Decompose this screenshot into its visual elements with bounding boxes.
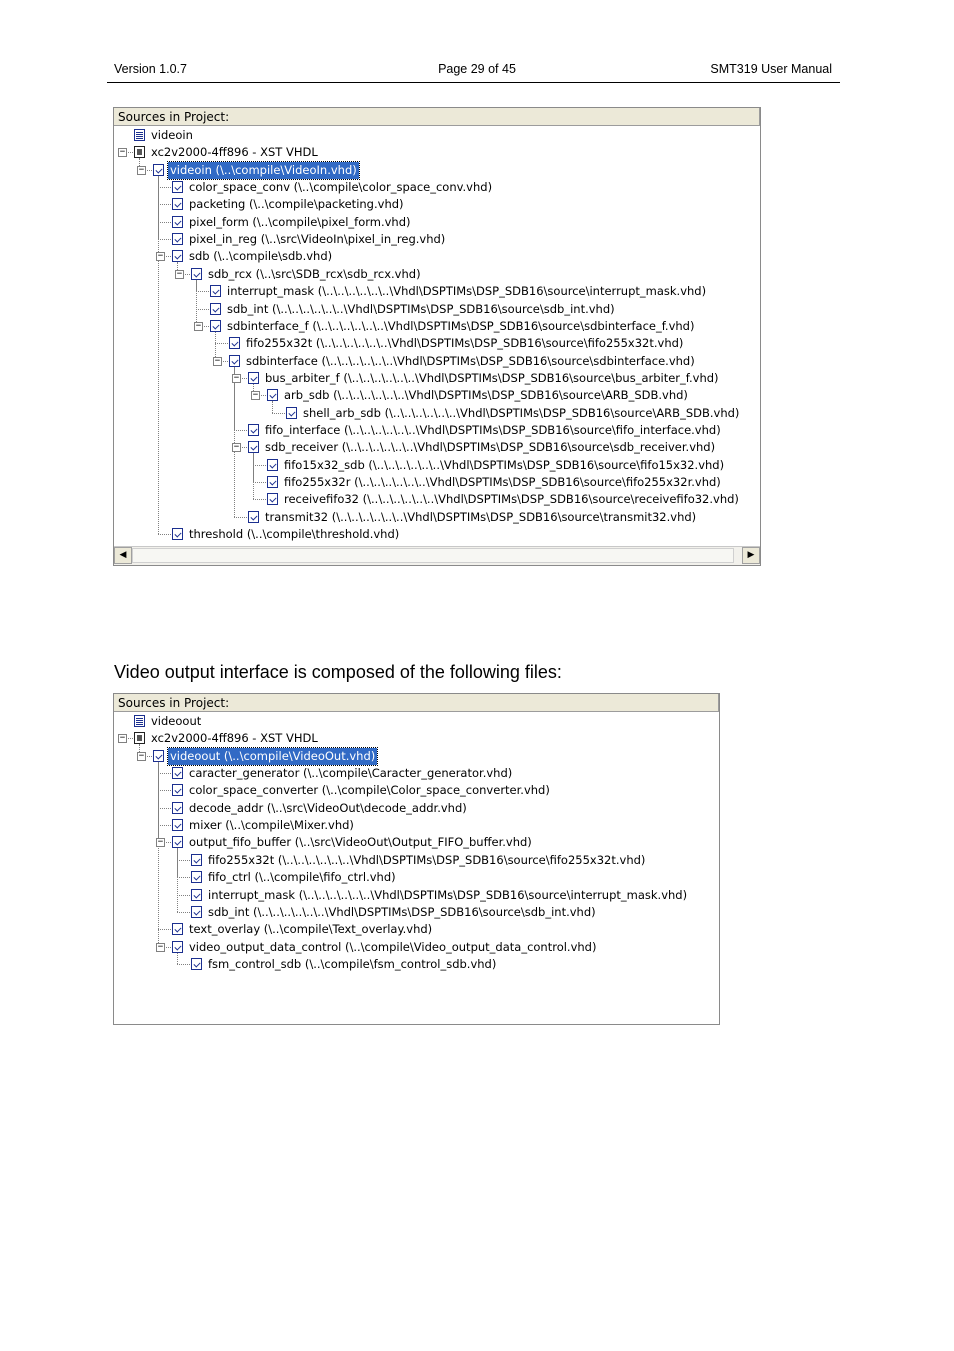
- horizontal-scrollbar[interactable]: [114, 546, 760, 565]
- project-icon: [134, 715, 145, 727]
- vhdl-file-icon: [191, 906, 202, 918]
- vhdl-file-icon: [172, 233, 183, 245]
- vhdl-file-icon: [172, 802, 183, 814]
- tree-node[interactable]: [114, 283, 760, 300]
- collapse-toggle-icon[interactable]: −: [138, 750, 145, 761]
- tree-node[interactable]: [114, 196, 760, 213]
- vhdl-file-icon: [210, 303, 221, 315]
- collapse-toggle-icon[interactable]: −: [195, 320, 202, 331]
- vhdl-file-icon: [172, 923, 183, 935]
- collapse-toggle-icon[interactable]: −: [119, 147, 126, 158]
- collapse-toggle-icon[interactable]: −: [138, 164, 145, 175]
- tree-node-label[interactable]: fifo15x32_sdb (\..\..\..\..\..\..\Vhdl\DSPTIMs\DSP_SDB16\source\fifo15x32.vhd): [284, 457, 725, 472]
- tree-node[interactable]: [114, 713, 719, 730]
- device-chip-icon: [134, 732, 145, 744]
- tree-node[interactable]: [114, 266, 760, 283]
- vhdl-file-icon: [248, 441, 259, 453]
- tree-node-label[interactable]: fifo_interface (\..\..\..\..\..\..\Vhdl\DSPTIMs\DSP_SDB16\source\fifo_interface.vhd): [265, 422, 721, 437]
- vhdl-file-icon: [267, 476, 278, 488]
- tree-node[interactable]: [114, 834, 719, 851]
- tree-node[interactable]: [114, 335, 760, 352]
- tree-node[interactable]: [114, 127, 760, 144]
- tree-node[interactable]: [114, 144, 760, 161]
- vhdl-file-icon: [172, 198, 183, 210]
- vhdl-file-icon: [153, 164, 164, 176]
- sources-panel-header: Sources in Project:: [114, 108, 760, 126]
- vhdl-file-icon: [172, 767, 183, 779]
- scroll-right-button[interactable]: ▶: [742, 547, 760, 564]
- tree-node[interactable]: [114, 387, 760, 404]
- tree-node-label[interactable]: sdb (\..\compile\sdb.vhd): [189, 249, 333, 264]
- vhdl-file-icon: [267, 493, 278, 505]
- tree-node-label[interactable]: videoout: [151, 714, 202, 728]
- collapse-toggle-icon[interactable]: −: [157, 251, 164, 262]
- tree-node-label[interactable]: video_output_data_control (\..\compile\Video_output_data_control.vhd): [189, 939, 597, 954]
- tree-node[interactable]: [114, 921, 719, 938]
- vhdl-file-icon: [191, 889, 202, 901]
- tree-node[interactable]: [114, 939, 719, 956]
- collapse-toggle-icon[interactable]: −: [157, 941, 164, 952]
- vhdl-file-icon: [229, 355, 240, 367]
- vhdl-file-icon: [267, 459, 278, 471]
- collapse-toggle-icon[interactable]: −: [157, 837, 164, 848]
- source-tree[interactable]: [114, 126, 760, 546]
- vhdl-file-icon: [248, 511, 259, 523]
- tree-node-label[interactable]: videoin (\..\compile\VideoIn.vhd): [170, 162, 357, 177]
- tree-node-label[interactable]: xc2v2000-4ff896 - XST VHDL: [151, 731, 318, 746]
- tree-node[interactable]: [114, 526, 760, 543]
- tree-node-label[interactable]: videoout (\..\compile\VideoOut.vhd): [170, 748, 376, 763]
- tree-node-label[interactable]: transmit32 (\..\..\..\..\..\..\Vhdl\DSPTIMs\DSP_SDB16\source\transmit32.vhd): [265, 509, 697, 524]
- tree-node[interactable]: [114, 869, 719, 886]
- sources-panel-videoin: [113, 107, 761, 566]
- tree-node-label[interactable]: pixel_form (\..\compile\pixel_form.vhd): [189, 214, 411, 229]
- vhdl-file-icon: [172, 941, 183, 953]
- vhdl-file-icon: [248, 372, 259, 384]
- tree-node[interactable]: [114, 765, 719, 782]
- tree-node-label[interactable]: color_space_conv (\..\compile\color_space_conv.vhd): [189, 180, 493, 195]
- tree-node-label[interactable]: fifo255x32t (\..\..\..\..\..\..\Vhdl\DSPTIMs\DSP_SDB16\source\fifo255x32t.vhd): [208, 852, 646, 867]
- collapse-toggle-icon[interactable]: −: [233, 372, 240, 383]
- vhdl-file-icon: [191, 871, 202, 883]
- tree-node[interactable]: [114, 817, 719, 834]
- tree-node-label[interactable]: fifo255x32r (\..\..\..\..\..\..\Vhdl\DSPTIMs\DSP_SDB16\source\fifo255x32r.vhd): [284, 475, 721, 489]
- scroll-left-button[interactable]: ◀: [114, 547, 132, 564]
- tree-node-label[interactable]: fifo255x32t (\..\..\..\..\..\..\Vhdl\DSPTIMs\DSP_SDB16\source\fifo255x32t.vhd): [246, 336, 684, 351]
- collapse-toggle-icon[interactable]: −: [252, 390, 259, 401]
- tree-node[interactable]: [114, 956, 719, 973]
- tree-node[interactable]: [114, 474, 760, 491]
- collapse-toggle-icon[interactable]: −: [214, 355, 221, 366]
- tree-node[interactable]: [114, 887, 719, 904]
- tree-node-label[interactable]: sdbinterface (\..\..\..\..\..\..\Vhdl\DSPTIMs\DSP_SDB16\source\sdbinterface.vhd): [246, 353, 695, 368]
- tree-node[interactable]: [114, 370, 760, 387]
- tree-node-label[interactable]: caracter_generator (\..\compile\Caracter_generator.vhd): [189, 766, 513, 781]
- tree-node[interactable]: [114, 231, 760, 248]
- vhdl-file-icon: [210, 285, 221, 297]
- vhdl-file-icon: [172, 528, 183, 540]
- tree-node[interactable]: [114, 491, 760, 508]
- tree-node-label[interactable]: mixer (\..\compile\Mixer.vhd): [189, 818, 354, 833]
- project-icon: [134, 129, 145, 141]
- tree-node-label[interactable]: arb_sdb (\..\..\..\..\..\..\Vhdl\DSPTIMs\DSP_SDB16\source\ARB_SDB.vhd): [284, 388, 688, 403]
- vhdl-file-icon: [172, 784, 183, 796]
- tree-node[interactable]: [114, 214, 760, 231]
- tree-node-label[interactable]: color_space_converter (\..\compile\Color_space_converter.vhd): [189, 783, 550, 798]
- tree-node[interactable]: [114, 800, 719, 817]
- vhdl-file-icon: [172, 836, 183, 848]
- tree-node-label[interactable]: interrupt_mask (\..\..\..\..\..\..\Vhdl\DSPTIMs\DSP_SDB16\source\interrupt_mask.vhd): [208, 887, 688, 902]
- header-version: Version 1.0.7: [114, 62, 187, 76]
- vhdl-file-icon: [172, 216, 183, 228]
- tree-node[interactable]: [114, 318, 760, 335]
- vhdl-file-icon: [153, 750, 164, 762]
- vhdl-file-icon: [248, 424, 259, 436]
- tree-node-label[interactable]: output_fifo_buffer (\..\src\VideoOut\Output_FIFO_buffer.vhd): [189, 835, 532, 850]
- vhdl-file-icon: [229, 337, 240, 349]
- tree-node-label[interactable]: fsm_control_sdb (\..\compile\fsm_control_sdb.vhd): [208, 956, 497, 971]
- vhdl-file-icon: [191, 268, 202, 280]
- tree-node-label[interactable]: videoin: [151, 128, 193, 142]
- tree-node[interactable]: [114, 422, 760, 439]
- tree-node[interactable]: [114, 405, 760, 422]
- scrollbar-thumb[interactable]: [132, 548, 734, 563]
- tree-node-label[interactable]: threshold (\..\compile\threshold.vhd): [189, 527, 400, 542]
- tree-node-label[interactable]: receivefifo32 (\..\..\..\..\..\..\Vhdl\DSPTIMs\DSP_SDB16\source\receivefifo32.vhd): [284, 492, 739, 507]
- tree-node[interactable]: [114, 730, 719, 747]
- vhdl-file-icon: [191, 854, 202, 866]
- tree-node-label[interactable]: sdbinterface_f (\..\..\..\..\..\..\Vhdl\DSPTIMs\DSP_SDB16\source\sdbinterface_f.vhd): [227, 318, 695, 333]
- tree-node[interactable]: [114, 179, 760, 196]
- tree-node-label[interactable]: sdb_receiver (\..\..\..\..\..\..\Vhdl\DSPTIMs\DSP_SDB16\source\sdb_receiver.vhd): [265, 440, 716, 455]
- collapse-toggle-icon[interactable]: −: [119, 733, 126, 744]
- vhdl-file-icon: [172, 819, 183, 831]
- tree-node-label[interactable]: sdb_int (\..\..\..\..\..\..\Vhdl\DSPTIMs\DSP_SDB16\source\sdb_int.vhd): [227, 301, 615, 316]
- tree-node[interactable]: [114, 509, 760, 526]
- sources-panel-header: Sources in Project:: [114, 694, 719, 712]
- tree-node[interactable]: [114, 782, 719, 799]
- tree-node[interactable]: [114, 248, 760, 265]
- tree-node-label[interactable]: xc2v2000-4ff896 - XST VHDL: [151, 145, 318, 160]
- header-rule: [107, 82, 840, 83]
- header-page-number: Page 29 of 45: [438, 62, 516, 76]
- tree-node[interactable]: [114, 162, 760, 179]
- section-caption: Video output interface is composed of the following files:: [114, 662, 562, 682]
- tree-node[interactable]: [114, 439, 760, 456]
- tree-node-label[interactable]: pixel_in_reg (\..\src\VideoIn\pixel_in_reg.vhd): [189, 232, 446, 247]
- source-tree[interactable]: [114, 712, 719, 1024]
- vhdl-file-icon: [286, 407, 297, 419]
- tree-node-label[interactable]: interrupt_mask (\..\..\..\..\..\..\Vhdl\DSPTIMs\DSP_SDB16\source\interrupt_mask.vhd): [227, 284, 707, 299]
- vhdl-file-icon: [172, 250, 183, 262]
- vhdl-file-icon: [191, 958, 202, 970]
- device-chip-icon: [134, 146, 145, 158]
- tree-node-label[interactable]: shell_arb_sdb (\..\..\..\..\..\..\Vhdl\DSPTIMs\DSP_SDB16\source\ARB_SDB.vhd): [303, 405, 740, 420]
- tree-node[interactable]: [114, 904, 719, 921]
- vhdl-file-icon: [267, 389, 278, 401]
- tree-node[interactable]: [114, 852, 719, 869]
- tree-node-label[interactable]: packeting (\..\compile\packeting.vhd): [189, 197, 404, 212]
- tree-node-label[interactable]: bus_arbiter_f (\..\..\..\..\..\..\Vhdl\DSPTIMs\DSP_SDB16\source\bus_arbiter_f.vhd): [265, 370, 719, 385]
- tree-node[interactable]: [114, 353, 760, 370]
- tree-node[interactable]: [114, 748, 719, 765]
- tree-node-label[interactable]: sdb_rcx (\..\src\SDB_rcx\sdb_rcx.vhd): [208, 266, 421, 281]
- header-manual-title: SMT319 User Manual: [710, 62, 832, 76]
- vhdl-file-icon: [172, 181, 183, 193]
- tree-node-label[interactable]: text_overlay (\..\compile\Text_overlay.vhd): [189, 922, 433, 937]
- collapse-toggle-icon[interactable]: −: [176, 268, 183, 279]
- tree-node-label[interactable]: decode_addr (\..\src\VideoOut\decode_addr.vhd): [189, 800, 467, 815]
- vhdl-file-icon: [210, 320, 221, 332]
- sources-panel-videoout: [113, 693, 720, 1025]
- collapse-toggle-icon[interactable]: −: [233, 442, 240, 453]
- tree-node[interactable]: [114, 457, 760, 474]
- tree-node-label[interactable]: sdb_int (\..\..\..\..\..\..\Vhdl\DSPTIMs\DSP_SDB16\source\sdb_int.vhd): [208, 904, 596, 919]
- tree-node[interactable]: [114, 301, 760, 318]
- tree-node-label[interactable]: fifo_ctrl (\..\compile\fifo_ctrl.vhd): [208, 870, 396, 885]
